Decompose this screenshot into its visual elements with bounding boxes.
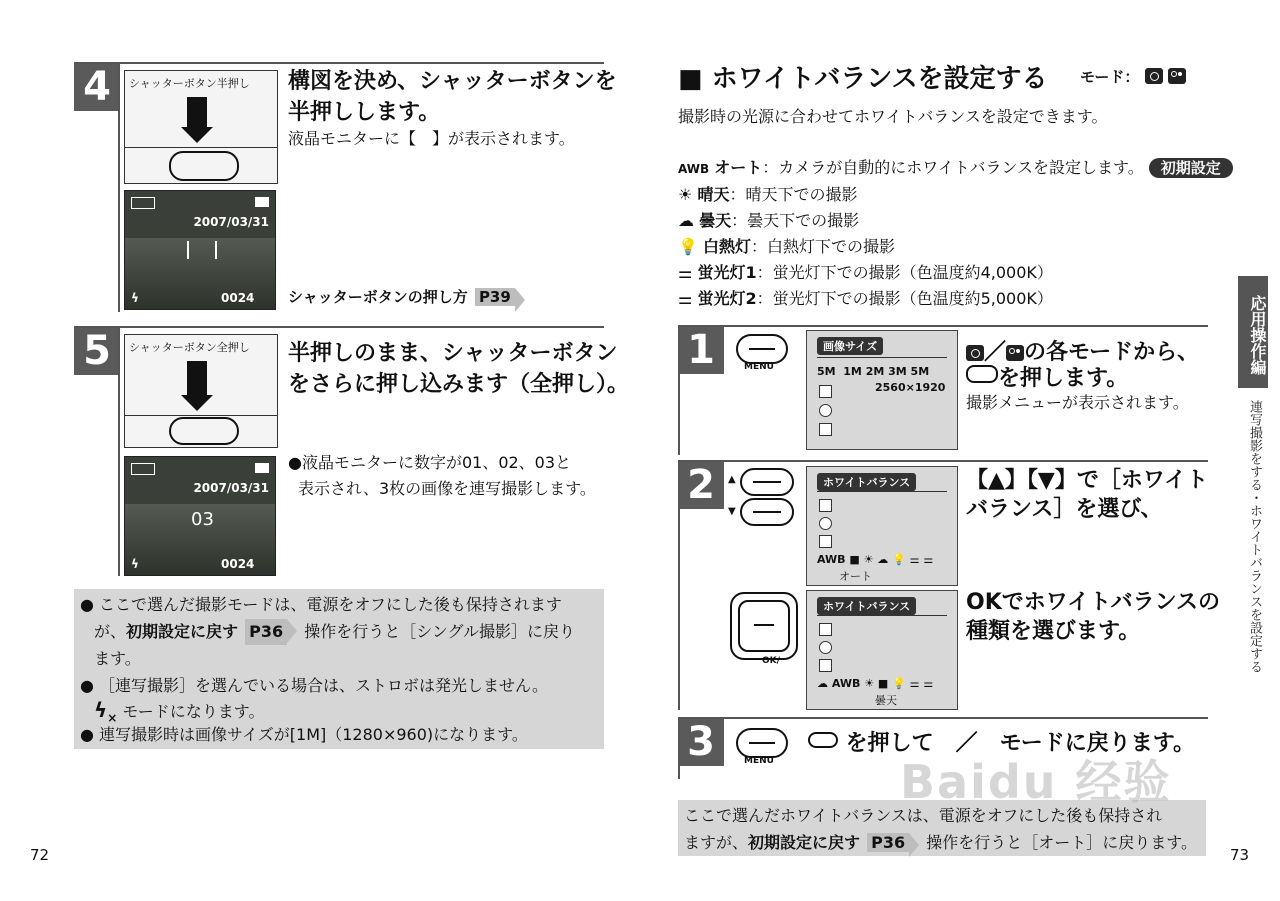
- step3-text: を押して ／ モードに戻ります。: [808, 728, 1195, 759]
- step-vrule: [678, 325, 680, 455]
- page-ref: P36: [245, 619, 287, 645]
- intro-text: 撮影時の光源に合わせてホワイトバランスを設定できます。: [678, 107, 1108, 126]
- video-mode-icon: [1168, 68, 1186, 84]
- down-arrow-icon: ▼: [728, 506, 736, 517]
- wb-item: AWB オート：カメラが自動的にホワイトバランスを設定します。 初期設定: [678, 155, 1233, 182]
- note-line-1: ここで選んだホワイトバランスは、電源をオフにした後も保持され: [684, 806, 1163, 825]
- wb-item: 💡 白熱灯：白熱灯下での撮影: [678, 237, 896, 256]
- note-2a: ● ［連写撮影］を選んでいる場合は、ストロボは発光しません。: [80, 676, 549, 695]
- menu-button-icon: [808, 732, 838, 748]
- focus-bracket: [187, 241, 217, 259]
- note-2b: $ϟ_\times$ モードになります。: [94, 698, 265, 725]
- flash-off-icon: $ϟ_\times$: [94, 698, 118, 725]
- note-3: ● 連写撮影時は画像サイズが[1M]（1280×960)になります。: [80, 725, 528, 744]
- step4-title-2: 半押しします。: [288, 100, 441, 125]
- drive-icon: [819, 659, 832, 672]
- camera-icon: [255, 463, 269, 473]
- ok-label: OK/: [762, 656, 780, 666]
- menu-screen: [806, 590, 958, 710]
- shutter-label: シャッターボタン全押し: [129, 341, 250, 354]
- step-number: 2: [678, 461, 724, 509]
- wb-menu-icon: [819, 404, 832, 417]
- shutter-oval: [169, 417, 239, 445]
- lcd-count: 0024: [221, 557, 255, 571]
- arrow-head: [181, 395, 213, 411]
- wb-list: [678, 155, 1233, 312]
- note-1b: が、初期設定に戻す P36 操作を行うと［シングル撮影］に戻り: [94, 619, 575, 645]
- wb-item: ☁ 曇天：曇天下での撮影: [678, 211, 860, 230]
- note-line-2: ますが、初期設定に戻す P36 操作を行うと［オート］に戻ります。: [684, 833, 1197, 852]
- video-mode-icon: [1006, 345, 1024, 361]
- arrow-head: [181, 127, 213, 143]
- step4-link[interactable]: [288, 286, 517, 307]
- shutter-oval: [169, 151, 239, 181]
- sun-icon: ☀: [678, 185, 693, 204]
- section-vertical-title: 連写撮影をする・ホワイトバランスを設定する: [1247, 400, 1262, 673]
- camera-mode-icon: [1145, 68, 1163, 84]
- menu-label: MENU: [744, 756, 774, 766]
- wb-item: ⚌ 蛍光灯1：蛍光灯下での撮影（色温度約4,000K）: [678, 263, 1053, 282]
- watermark: Baidu 经验: [900, 755, 1172, 809]
- cloud-icon: ☁: [678, 211, 694, 230]
- default-badge: 初期設定: [1149, 158, 1233, 178]
- step-vrule: [678, 717, 680, 779]
- lcd-screen: [124, 456, 276, 576]
- page-number: 73: [1230, 846, 1250, 864]
- wb-menu-icon: [819, 517, 832, 530]
- resolution: 2560×1920: [875, 381, 946, 394]
- flash-off-icon: ϟ: [131, 291, 139, 305]
- step5-bullet-2: 表示され、3枚の画像を連写撮影します。: [298, 479, 596, 498]
- menu-screen: [806, 330, 958, 450]
- page-ref: P39: [475, 288, 515, 306]
- shutter-button-illustration: [124, 334, 278, 448]
- menu-button-icon: [966, 365, 998, 383]
- battery-icon: [131, 463, 155, 475]
- note-1c: ます。: [94, 649, 141, 668]
- awb-icon: AWB: [678, 162, 710, 176]
- step1-title-1: ／ の各モードから、: [966, 337, 1199, 368]
- lcd-date: 2007/03/31: [193, 481, 269, 495]
- lcd-date: 2007/03/31: [193, 215, 269, 229]
- shutter-body: [125, 147, 277, 148]
- shutter-body: [125, 415, 277, 416]
- arrow-down-icon: [187, 97, 207, 131]
- section-tab[interactable]: 応用操作編: [1238, 276, 1268, 388]
- step-number: 3: [678, 718, 724, 766]
- shutter-label: シャッターボタン半押し: [129, 77, 250, 90]
- drive-icon: [819, 423, 832, 436]
- wb-item: ☀ 晴天：晴天下での撮影: [678, 185, 858, 204]
- wb-menu-icon: [819, 641, 832, 654]
- step-rule: [74, 62, 604, 64]
- drive-icon: [819, 535, 832, 548]
- menu-button-illustration: [736, 334, 788, 364]
- battery-icon: [131, 197, 155, 209]
- shutter-button-illustration: [124, 70, 278, 184]
- step2-title-4: 種類を選びます。: [966, 619, 1141, 644]
- note-1a: ● ここで選んだ撮影モードは、電源をオフにした後も保持されます: [80, 595, 562, 614]
- step2-title-2: バランス］を選び、: [966, 497, 1163, 522]
- step-vrule: [678, 460, 680, 710]
- camera-icon: [255, 197, 269, 207]
- step-number: 5: [74, 327, 120, 375]
- fluorescent-icon: ⚌: [678, 263, 693, 282]
- wb-option-row: AWB ■ ☀ ☁ 💡 ⚌ ⚌: [817, 553, 934, 566]
- step-rule: [678, 717, 1208, 719]
- wb-selected-label: オート: [839, 570, 872, 583]
- step1-title-2: を押します。: [966, 363, 1128, 394]
- step4-title-1: 構図を決め、シャッターボタンを: [288, 69, 617, 94]
- up-arrow-icon: ▲: [728, 474, 736, 485]
- page-ref: P36: [867, 833, 909, 852]
- wb-selected-label: 曇天: [875, 694, 897, 707]
- step5-bullet-1: ●液晶モニターに数字が01、02、03と: [288, 453, 572, 472]
- lcd-count: 0024: [221, 291, 255, 305]
- step2-title-3: OKでホワイトバランスの: [966, 590, 1220, 615]
- camera-mode-icon: [966, 345, 984, 361]
- flash-off-icon: ϟ: [131, 557, 139, 571]
- menu-title: ホワイトバランス: [817, 473, 916, 491]
- exposure-icon: [819, 623, 832, 636]
- step-rule: [678, 460, 1208, 462]
- ok-button-illustration: [730, 592, 798, 660]
- size-options: 5M 1M 2M 3M 5M: [817, 365, 930, 378]
- step4-desc: 液晶モニターに【 】が表示されます。: [288, 129, 575, 148]
- menu-title: ホワイトバランス: [817, 597, 916, 615]
- mode-indicator: モード：: [1080, 66, 1186, 87]
- wb-item: ⚌ 蛍光灯2：蛍光灯下での撮影（色温度約5,000K）: [678, 289, 1053, 308]
- step-rule: [74, 326, 604, 328]
- up-button-illustration: [740, 468, 794, 496]
- step5-title-2: をさらに押し込みます（全押し）。: [288, 372, 630, 397]
- page-number: 72: [30, 846, 50, 864]
- menu-screen: [806, 466, 958, 586]
- step-vrule: [118, 326, 120, 576]
- step2-title-1: 【▲】【▼】で［ホワイト: [966, 468, 1209, 493]
- page-title: ■ ホワイトバランスを設定する: [678, 64, 1048, 94]
- step5-title-1: 半押しのまま、シャッターボタン: [288, 341, 618, 366]
- step1-desc: 撮影メニューが表示されます。: [966, 393, 1189, 412]
- step-number: 4: [74, 63, 120, 111]
- step-vrule: [118, 62, 120, 312]
- step-rule: [678, 325, 1208, 327]
- exposure-icon: [819, 385, 832, 398]
- down-button-illustration: [740, 498, 794, 526]
- lcd-sequence: 03: [191, 509, 214, 530]
- exposure-icon: [819, 499, 832, 512]
- menu-label: MENU: [744, 362, 774, 372]
- menu-title: 画像サイズ: [817, 337, 883, 355]
- menu-button-illustration: [736, 728, 788, 758]
- bulb-icon: 💡: [678, 237, 698, 256]
- arrow-down-icon: [187, 361, 207, 399]
- step-number: 1: [678, 326, 724, 374]
- lcd-screen: [124, 190, 276, 310]
- link-text: シャッターボタンの押し方: [288, 288, 468, 306]
- fluorescent-icon: ⚌: [678, 289, 693, 308]
- wb-option-row: ☁ AWB ☀ ■ 💡 ⚌ ⚌: [817, 677, 934, 690]
